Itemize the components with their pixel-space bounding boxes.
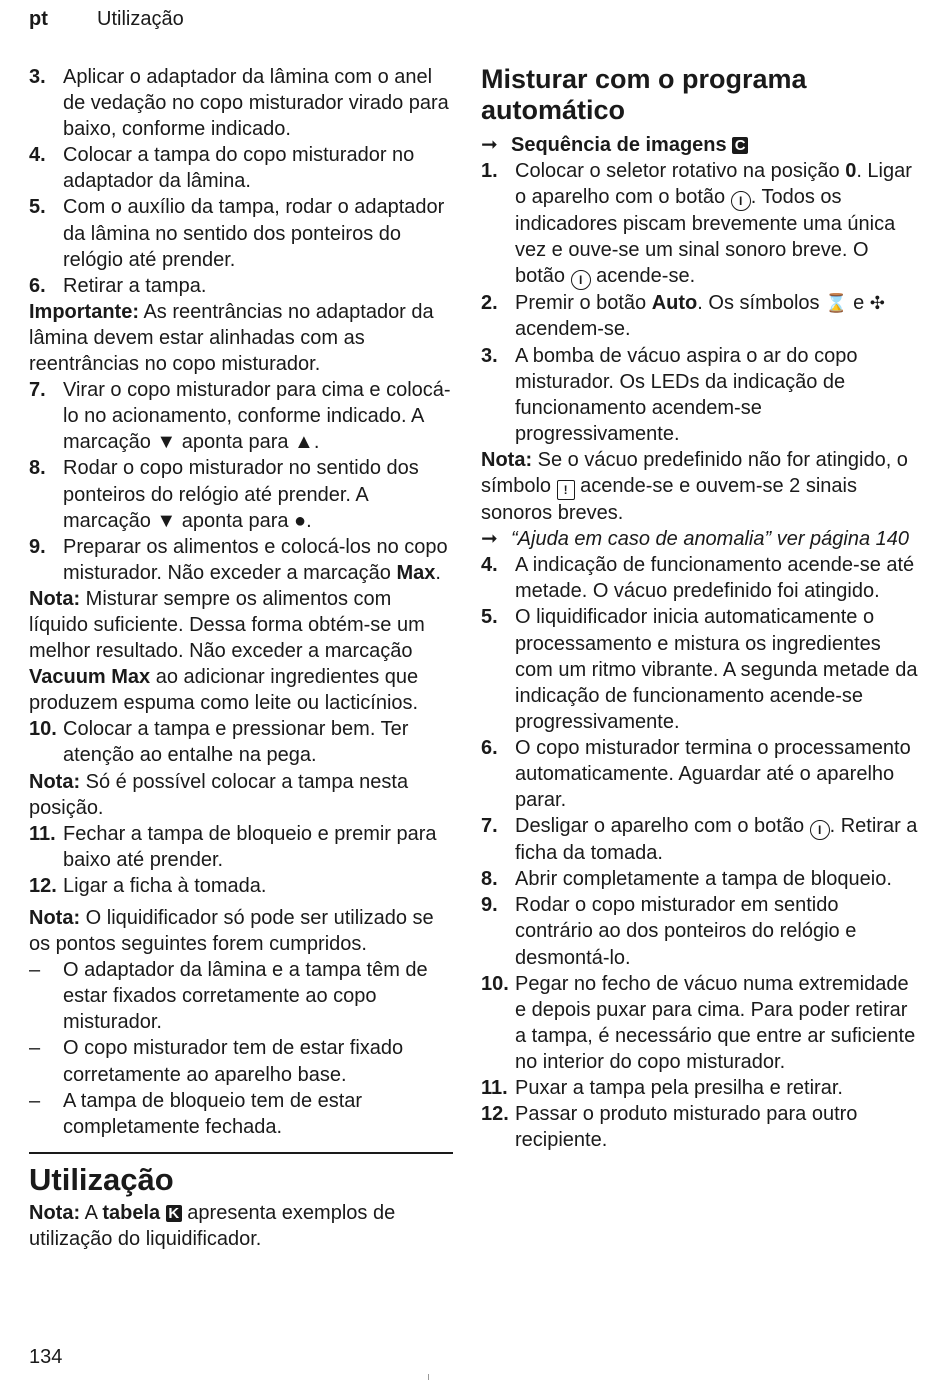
- auto-step-6: [481, 735, 921, 813]
- step-3: [29, 64, 455, 142]
- step-text: A bomba de vácuo aspira o ar do copo misturador. Os LEDs da indicação de funcionamento acendem-se progressivamente.: [515, 344, 858, 445]
- step-text: Abrir completamente a tampa de bloqueio.: [515, 868, 892, 891]
- step-number: 5.: [481, 606, 498, 629]
- step-number: 6.: [481, 736, 498, 759]
- note-label: Nota:: [481, 448, 533, 471]
- power-button-icon: I: [571, 270, 591, 290]
- auto-step-1: [481, 158, 921, 290]
- note-text-end: apresenta exemplos de utilização do liquidificador.: [29, 1201, 396, 1250]
- auto-step-7: [481, 813, 921, 866]
- step-text: acende-se.: [590, 265, 696, 288]
- condition-item: [29, 1088, 455, 1140]
- vacuum-symbol-icon: ⌛: [825, 293, 848, 314]
- step-number: 4.: [481, 554, 498, 577]
- note-conditions: [29, 905, 455, 957]
- blend-symbol-icon: ✣: [869, 293, 885, 314]
- section-heading-auto-program: Misturar com o programa automático: [481, 64, 807, 125]
- step-number: 10.: [29, 718, 57, 741]
- step-number: 4.: [29, 144, 46, 167]
- step-number: 11.: [481, 1077, 508, 1099]
- step-number: 5.: [29, 196, 46, 219]
- sequence-label: Sequência de imagens: [511, 134, 727, 156]
- power-button-icon: I: [810, 820, 830, 840]
- step-text: Com o auxílio da tampa, rodar o adaptador da lâmina no sentido dos ponteiros do relógio até prender.: [63, 196, 445, 271]
- step-text: Premir o botão: [515, 292, 652, 315]
- page-number: 134: [29, 1346, 63, 1368]
- note-text: Misturar sempre os alimentos com líquido suficiente. Dessa forma obtém-se um melhor resultado. Não exceder a marcação: [29, 587, 425, 663]
- important-note: [29, 299, 455, 377]
- step-number: 1.: [481, 160, 498, 183]
- image-sequence-reference: [481, 132, 921, 158]
- auto-step-5: [481, 604, 921, 734]
- auto-step-10: [481, 971, 921, 1075]
- note-label: Nota:: [29, 907, 81, 929]
- auto-step-11: [481, 1075, 921, 1101]
- step-number: 7.: [29, 379, 46, 402]
- note-label: Nota:: [29, 770, 81, 793]
- dash-marker: –: [29, 1089, 41, 1112]
- page-header: [29, 6, 184, 32]
- note-text: acende-se e ouvem-se 2 sinais sonoros breves.: [481, 475, 857, 525]
- note-text: As reentrâncias no adaptador da lâmina devem estar alinhadas com as reentrâncias no copo misturador.: [29, 300, 434, 376]
- note-label: Importante:: [29, 300, 139, 323]
- note-vacuum-not-reached: [481, 447, 921, 526]
- step-number: 3.: [481, 344, 498, 367]
- note-table: [29, 1200, 455, 1252]
- step-number: 12.: [29, 874, 57, 897]
- left-column: [29, 64, 455, 1252]
- step-text: A indicação de funcionamento acende-se até metade. O vácuo predefinido foi atingido.: [515, 554, 915, 603]
- auto-button-label: Auto: [651, 292, 698, 315]
- auto-step-4: [481, 552, 921, 604]
- dash-marker: –: [29, 1037, 41, 1060]
- note-text: A: [80, 1201, 103, 1224]
- position-zero: 0: [845, 160, 857, 183]
- table-k-icon: K: [166, 1205, 182, 1222]
- step-number: 9.: [29, 535, 46, 558]
- step-number: 8.: [481, 868, 498, 891]
- step-number: 7.: [481, 815, 498, 838]
- step-text: . Todos os indicadores piscam brevemente uma única vez e ouve-se um sinal sonoro breve. O botão: [515, 186, 896, 288]
- step-text: Aplicar o adaptador da lâmina com o anel de vedação no copo misturador virado para baixo, conforme indicado.: [63, 66, 449, 141]
- step-number: 12.: [481, 1103, 509, 1126]
- note-liquid: [29, 586, 455, 716]
- step-10: [29, 716, 455, 768]
- step-4: [29, 142, 455, 194]
- step-number: 8.: [29, 457, 46, 480]
- step-11: [29, 821, 455, 873]
- step-text: O liquidificador inicia automaticamente o processamento e mistura os ingredientes com um ritmo vibrante. A segunda metade da indicação de funcionamento acende-se progressivamente.: [515, 606, 918, 733]
- vacuum-max-marking: Vacuum Max: [29, 666, 151, 689]
- condition-text: O adaptador da lâmina e a tampa têm de estar fixados corretamente ao copo misturador.: [63, 959, 428, 1034]
- step-text: Colocar a tampa e pressionar bem. Ter atenção ao entalhe na pega.: [63, 718, 409, 767]
- step-text: . Ligar o aparelho com o botão: [515, 160, 912, 209]
- step-text: Rodar o copo misturador em sentido contrário ao dos ponteiros do relógio e desmontá-lo.: [515, 894, 857, 969]
- condition-item: [29, 957, 455, 1035]
- right-column: [481, 64, 921, 1153]
- step-text: Passar o produto misturado para outro recipiente.: [515, 1103, 858, 1152]
- step-text: Desligar o aparelho com o botão: [515, 815, 810, 838]
- step-text: O copo misturador termina o processamento automaticamente. Aguardar até o aparelho parar.: [515, 736, 911, 812]
- condition-text: O copo misturador tem de estar fixado corretamente ao aparelho base.: [63, 1037, 404, 1086]
- note-text-end: ao adicionar ingredientes que produzem espuma como leite ou lacticínios.: [29, 666, 419, 715]
- condition-item: [29, 1035, 455, 1087]
- warning-symbol-icon: !: [557, 480, 575, 500]
- step-text: e: [847, 292, 870, 315]
- step-9: [29, 534, 455, 586]
- step-number: 10.: [481, 972, 509, 995]
- troubleshooting-reference: [481, 526, 921, 552]
- step-6: [29, 273, 455, 299]
- step-text: Fechar a tampa de bloqueio e premir para baixo até prender.: [63, 822, 437, 871]
- step-7: [29, 377, 455, 455]
- auto-step-12: [481, 1101, 921, 1153]
- auto-step-9: [481, 892, 921, 970]
- note-lid-position: [29, 769, 455, 821]
- step-text: Ligar a ficha à tomada.: [63, 874, 267, 897]
- power-button-icon: I: [731, 191, 751, 211]
- section-heading-utilizacao: Utilização: [29, 1161, 174, 1197]
- dash-marker: –: [29, 959, 41, 982]
- section-title: Utilização: [97, 8, 184, 30]
- step-text: acendem-se.: [515, 318, 631, 341]
- step-number: 3.: [29, 66, 46, 88]
- reference-text: “Ajuda em caso de anomalia” ver página 140: [511, 528, 910, 551]
- max-marking: Max: [396, 561, 436, 584]
- print-mark: [428, 1374, 429, 1380]
- step-text: . Os símbolos: [697, 292, 826, 315]
- note-text: O liquidificador só pode ser utilizado se os pontos seguintes forem cumpridos.: [29, 907, 434, 956]
- step-text: . Retirar a ficha da tomada.: [515, 815, 918, 865]
- step-12: [29, 873, 455, 899]
- table-word: tabela: [102, 1201, 161, 1224]
- step-text: Colocar a tampa do copo misturador no adaptador da lâmina.: [63, 144, 415, 193]
- step-text: Pegar no fecho de vácuo numa extremidade e depois puxar para cima. Para poder retirar a tampa, é necessário que entre ar suficiente no interior do copo misturador.: [515, 972, 916, 1073]
- step-number: 6.: [29, 274, 46, 297]
- step-text: Rodar o copo misturador no sentido dos ponteiros do relógio até prender. A marcação ▼ aponta para ●.: [63, 457, 419, 532]
- note-text: Se o vácuo predefinido não for atingido, o símbolo: [481, 448, 908, 498]
- figure-c-icon: C: [732, 137, 748, 154]
- step-text: Preparar os alimentos e colocá-los no copo misturador. Não exceder a marcação: [63, 535, 448, 584]
- step-number: 9.: [481, 894, 498, 917]
- step-5: [29, 194, 455, 272]
- step-number: 11.: [29, 822, 56, 845]
- section-divider: [29, 1152, 453, 1154]
- note-label: Nota:: [29, 1201, 81, 1224]
- note-text: Só é possível colocar a tampa nesta posição.: [29, 770, 409, 819]
- step-text: Virar o copo misturador para cima e colocá-lo no acionamento, conforme indicado. A marcação ▼ aponta para ▲.: [63, 379, 451, 454]
- step-text: Puxar a tampa pela presilha e retirar.: [515, 1077, 843, 1099]
- step-text-end: .: [435, 561, 441, 584]
- arrow-right-icon: ➞: [481, 528, 498, 551]
- step-8: [29, 455, 455, 533]
- language-code: pt: [29, 8, 48, 30]
- arrow-right-icon: ➞: [481, 134, 498, 156]
- step-text: Retirar a tampa.: [63, 274, 207, 297]
- auto-step-2: [481, 290, 921, 342]
- note-label: Nota:: [29, 587, 81, 610]
- auto-step-8: [481, 866, 921, 892]
- condition-text: A tampa de bloqueio tem de estar completamente fechada.: [63, 1089, 363, 1138]
- auto-step-3: [481, 343, 921, 447]
- step-number: 2.: [481, 292, 498, 315]
- step-text: Colocar o seletor rotativo na posição: [515, 160, 846, 183]
